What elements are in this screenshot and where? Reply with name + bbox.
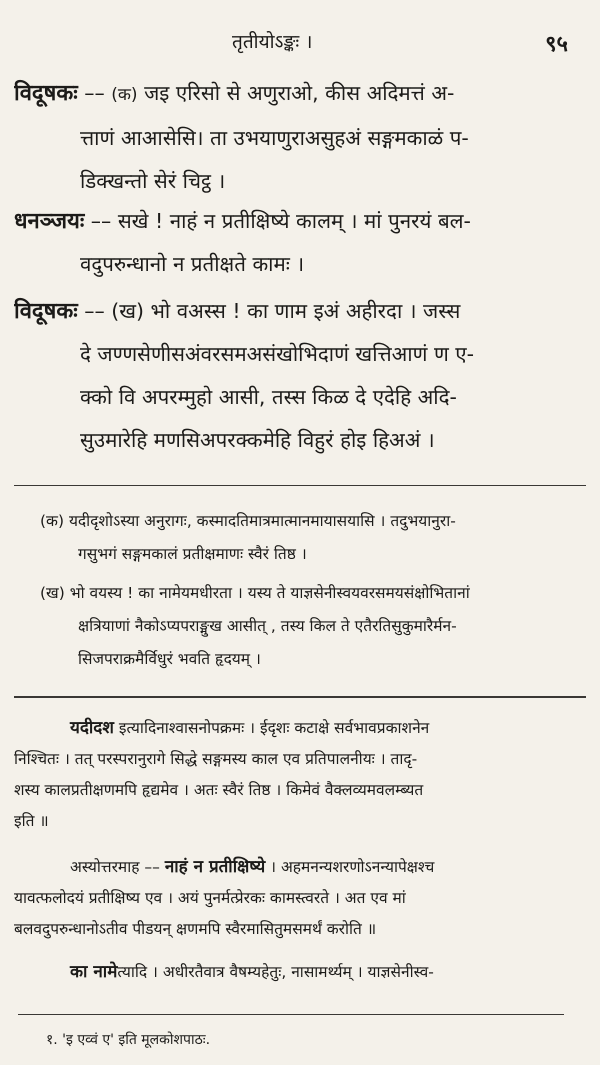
dialogue-line	[14, 72, 586, 117]
running-head: तृतीयोऽङ्कः ।	[232, 31, 313, 53]
dialogue-line: क्को वि अपरम्मुहो आसी, तस्स किळ दे एदेहि अदि-	[80, 385, 457, 409]
dialogue-line: डिक्खन्तो सेरं चिट्ठ ।	[80, 169, 226, 193]
dialogue-line: सुउमारेहि मणसिअपरक्कमेहि विहुरं होइ हिअअं ।	[80, 428, 435, 452]
chaya-text: यदीदृशोऽस्या अनुरागः, कस्मादतिमात्रमात्मानमायासयासि । तदुभयानुरा-	[68, 512, 456, 530]
commentary-line: इति ॥	[14, 812, 49, 830]
dialogue-vidushaka-2	[14, 290, 586, 462]
commentary-paragraph	[14, 852, 588, 945]
chaya-line: सिजपराक्रमैर्विधुरं भवति हृदयम् ।	[78, 650, 261, 668]
footnote-mark: (क)	[40, 512, 64, 530]
footnote-mark: (ख)	[111, 299, 144, 323]
footnote-mark: (ख)	[40, 584, 65, 602]
speaker-name: विदूषकः	[14, 299, 78, 324]
speaker-name: धनञ्जयः	[14, 209, 85, 234]
dialogue-line	[14, 290, 586, 333]
footnote-mark: (क)	[111, 85, 138, 105]
chaya-text: भो वयस्य ! का नामेयमधीरता । यस्य ते याज्ञसेनीस्वयवरसमयसंक्षोभितानां	[69, 584, 470, 602]
commentary-line: यावत्फलोदयं प्रतीक्षिष्य एव । अयं पुनर्मत्प्रेरकः कामस्त्वरते । अत एव मां	[14, 889, 406, 907]
dialogue-text: जइ एरिसो से अणुराओ, कीस अदिमत्तं अ-	[144, 81, 455, 105]
chaya-line	[40, 505, 588, 538]
section-divider	[14, 485, 586, 486]
footnote: १. 'इ एव्वं ए' इति मूलकोशपाठः.	[46, 1032, 211, 1048]
footnote-divider	[18, 1014, 564, 1015]
commentary-text: त्यादि । अधीरतैवात्र वैषम्यहेतुः, नासामर्थ्यम् । याज्ञसेनीस्व-	[117, 963, 434, 981]
commentary-line: शस्य कालप्रतीक्षणमपि हृद्यमेव । अतः स्वैरं तिष्ठ । किमेवं वैक्लव्यमवलम्ब्यत	[14, 781, 424, 799]
dialogue-line: दे जण्णसेणीसअंवरसमअसंखोभिदाणं खत्तिआणं ण ए-	[80, 342, 475, 366]
chaya-note-ka	[40, 505, 588, 571]
commentary-line	[14, 957, 588, 988]
commentary-line: बलवदुपरुन्धानोऽतीव पीडयन् क्षणमपि स्वैरमासितुमसमर्थं करोति ॥	[14, 920, 377, 938]
page-header	[0, 28, 600, 58]
speaker-name: विदूषकः	[14, 81, 78, 106]
commentary-lemma: नाहं न प्रतीक्षिष्ये	[164, 857, 266, 877]
chaya-note-kha	[40, 577, 588, 676]
commentary-paragraph	[14, 713, 588, 837]
dialogue-dhananjaya	[14, 200, 586, 286]
dash: ––	[77, 299, 112, 323]
chaya-line	[40, 577, 588, 610]
section-divider	[14, 696, 586, 698]
commentary-text: इत्यादिनाश्वासनोपक्रमः । ईदृशः कटाक्षे सर्वभावप्रकाशनेन	[118, 719, 430, 737]
chaya-line: गसुभगं सङ्गमकालं प्रतीक्षमाणः स्वैरं तिष्ठ ।	[78, 545, 307, 563]
chaya-line: क्षत्रियाणां नैकोऽप्यपराङ्मुख आसीत् , तस्य किल ते एतैरतिसुकुमारैर्मन-	[78, 617, 457, 635]
commentary-line	[14, 713, 588, 744]
dash: ––	[84, 209, 118, 233]
commentary-line	[14, 852, 588, 883]
commentary-lemma: यदीदश	[70, 718, 114, 738]
page-number: ९५	[545, 32, 568, 57]
commentary-paragraph	[14, 957, 588, 988]
commentary-text: । अहमनन्यशरणोऽनन्यापेक्षश्च	[270, 858, 435, 876]
commentary-text: अस्योत्तरमाह ––	[70, 858, 160, 876]
commentary-line: निश्चितः । तत् परस्परानुरागे सिद्धे सङ्गमस्य काल एव प्रतिपालनीयः । तादृ-	[14, 750, 418, 768]
dialogue-vidushaka-1	[14, 72, 586, 203]
dash: ––	[77, 81, 112, 105]
dialogue-text: भो वअस्स ! का णाम इअं अहीरदा । जस्स	[150, 299, 461, 323]
dialogue-text: सखे ! नाहं न प्रतीक्षिष्ये कालम् । मां पुनरयं बल-	[117, 209, 471, 233]
dialogue-line	[14, 200, 586, 243]
dialogue-line: त्ताणं आआसेसि। ता उभयाणुराअसुहअं सङ्गमकाळं प-	[80, 126, 469, 150]
commentary-lemma: का नामे	[70, 962, 118, 982]
dialogue-line: वदुपरुन्धानो न प्रतीक्षते कामः ।	[80, 252, 305, 276]
